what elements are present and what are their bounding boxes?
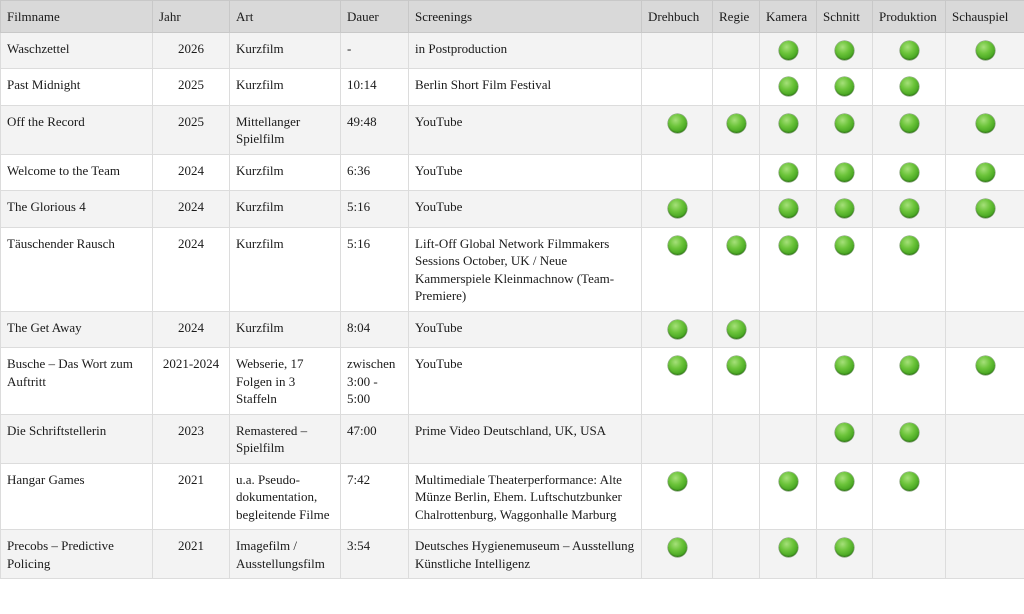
cell-art: Kurzfilm — [230, 32, 341, 69]
cell-schnitt — [817, 105, 873, 154]
cell-screenings: Lift-Off Global Network Filmmakers Sessions October, UK / Neue Kammerspiele Kleinmachnow (Team-Premiere) — [409, 227, 642, 311]
table-row — [1, 105, 1024, 154]
cell-kamera — [760, 105, 817, 154]
cell-schauspiel — [946, 32, 1024, 69]
cell-filmname: The Glorious 4 — [1, 191, 153, 228]
cell-produktion — [873, 227, 946, 311]
cell-produktion — [873, 191, 946, 228]
cell-drehbuch — [642, 530, 713, 579]
green-circle-icon — [900, 41, 919, 60]
cell-kamera — [760, 227, 817, 311]
cell-dauer: 8:04 — [341, 311, 409, 348]
table-row — [1, 311, 1024, 348]
cell-schauspiel — [946, 154, 1024, 191]
cell-drehbuch — [642, 154, 713, 191]
green-circle-icon — [835, 423, 854, 442]
cell-drehbuch — [642, 348, 713, 415]
cell-jahr: 2026 — [153, 32, 230, 69]
green-circle-icon — [900, 77, 919, 96]
cell-schauspiel — [946, 227, 1024, 311]
table-row — [1, 191, 1024, 228]
cell-jahr: 2025 — [153, 69, 230, 106]
cell-art: Kurzfilm — [230, 227, 341, 311]
cell-kamera — [760, 311, 817, 348]
cell-schnitt — [817, 414, 873, 463]
green-circle-icon — [779, 114, 798, 133]
cell-dauer: 5:16 — [341, 227, 409, 311]
green-circle-icon — [835, 199, 854, 218]
green-circle-icon — [668, 356, 687, 375]
green-circle-icon — [835, 163, 854, 182]
cell-regie — [713, 348, 760, 415]
cell-schnitt — [817, 348, 873, 415]
cell-regie — [713, 154, 760, 191]
cell-schnitt — [817, 463, 873, 530]
cell-screenings: in Postproduction — [409, 32, 642, 69]
green-circle-icon — [835, 356, 854, 375]
green-circle-icon — [779, 538, 798, 557]
cell-jahr: 2023 — [153, 414, 230, 463]
cell-schnitt — [817, 191, 873, 228]
cell-produktion — [873, 311, 946, 348]
cell-filmname: Off the Record — [1, 105, 153, 154]
green-circle-icon — [900, 163, 919, 182]
cell-produktion — [873, 32, 946, 69]
green-circle-icon — [727, 320, 746, 339]
cell-kamera — [760, 69, 817, 106]
cell-regie — [713, 191, 760, 228]
col-header-jahr: Jahr — [153, 1, 230, 33]
cell-screenings: YouTube — [409, 154, 642, 191]
green-circle-icon — [668, 538, 687, 557]
cell-schauspiel — [946, 414, 1024, 463]
table-row — [1, 348, 1024, 415]
cell-jahr: 2021-2024 — [153, 348, 230, 415]
table-row — [1, 530, 1024, 579]
col-header-filmname: Filmname — [1, 1, 153, 33]
green-circle-icon — [900, 236, 919, 255]
cell-kamera — [760, 414, 817, 463]
col-header-dauer: Dauer — [341, 1, 409, 33]
green-circle-icon — [835, 236, 854, 255]
cell-schauspiel — [946, 463, 1024, 530]
cell-art: Webserie, 17 Folgen in 3 Staffeln — [230, 348, 341, 415]
green-circle-icon — [835, 538, 854, 557]
cell-screenings: Deutsches Hygienemuseum – Ausstellung Künstliche Intelligenz — [409, 530, 642, 579]
cell-jahr: 2024 — [153, 191, 230, 228]
col-header-screenings: Screenings — [409, 1, 642, 33]
cell-screenings: Multimediale Theaterperformance: Alte Münze Berlin, Ehem. Luftschutzbunker Chalrottenburg, Waggonhalle Marburg — [409, 463, 642, 530]
cell-screenings: YouTube — [409, 348, 642, 415]
green-circle-icon — [976, 41, 995, 60]
col-header-produktion: Produktion — [873, 1, 946, 33]
cell-filmname: Waschzettel — [1, 32, 153, 69]
green-circle-icon — [779, 41, 798, 60]
cell-screenings: YouTube — [409, 191, 642, 228]
cell-produktion — [873, 348, 946, 415]
col-header-drehbuch: Drehbuch — [642, 1, 713, 33]
cell-schauspiel — [946, 311, 1024, 348]
col-header-kamera: Kamera — [760, 1, 817, 33]
green-circle-icon — [835, 114, 854, 133]
table-row — [1, 463, 1024, 530]
cell-kamera — [760, 348, 817, 415]
green-circle-icon — [668, 114, 687, 133]
cell-art: Kurzfilm — [230, 311, 341, 348]
cell-art: Kurzfilm — [230, 191, 341, 228]
cell-schnitt — [817, 530, 873, 579]
cell-regie — [713, 227, 760, 311]
cell-kamera — [760, 191, 817, 228]
green-circle-icon — [779, 163, 798, 182]
cell-regie — [713, 32, 760, 69]
green-circle-icon — [835, 41, 854, 60]
cell-drehbuch — [642, 191, 713, 228]
green-circle-icon — [900, 199, 919, 218]
green-circle-icon — [976, 163, 995, 182]
cell-filmname: Precobs – Predictive Policing — [1, 530, 153, 579]
green-circle-icon — [900, 472, 919, 491]
cell-screenings: Prime Video Deutschland, UK, USA — [409, 414, 642, 463]
cell-screenings: YouTube — [409, 311, 642, 348]
cell-regie — [713, 105, 760, 154]
cell-dauer: 3:54 — [341, 530, 409, 579]
cell-drehbuch — [642, 105, 713, 154]
cell-produktion — [873, 414, 946, 463]
cell-dauer: 6:36 — [341, 154, 409, 191]
cell-kamera — [760, 463, 817, 530]
cell-dauer: 7:42 — [341, 463, 409, 530]
cell-produktion — [873, 69, 946, 106]
cell-produktion — [873, 463, 946, 530]
green-circle-icon — [668, 472, 687, 491]
green-circle-icon — [900, 423, 919, 442]
green-circle-icon — [976, 199, 995, 218]
green-circle-icon — [779, 236, 798, 255]
green-circle-icon — [976, 356, 995, 375]
cell-filmname: Hangar Games — [1, 463, 153, 530]
green-circle-icon — [668, 199, 687, 218]
cell-jahr: 2025 — [153, 105, 230, 154]
cell-kamera — [760, 154, 817, 191]
table-row — [1, 154, 1024, 191]
cell-schauspiel — [946, 348, 1024, 415]
cell-regie — [713, 530, 760, 579]
cell-jahr: 2024 — [153, 311, 230, 348]
header-row — [1, 1, 1024, 33]
cell-schnitt — [817, 227, 873, 311]
cell-schauspiel — [946, 530, 1024, 579]
cell-filmname: Busche – Das Wort zum Auftritt — [1, 348, 153, 415]
col-header-regie: Regie — [713, 1, 760, 33]
green-circle-icon — [779, 199, 798, 218]
cell-jahr: 2024 — [153, 154, 230, 191]
green-circle-icon — [900, 114, 919, 133]
table-body — [1, 32, 1024, 579]
cell-dauer: zwischen 3:00 - 5:00 — [341, 348, 409, 415]
cell-kamera — [760, 530, 817, 579]
col-header-schauspiel: Schauspiel — [946, 1, 1024, 33]
cell-schauspiel — [946, 191, 1024, 228]
cell-drehbuch — [642, 69, 713, 106]
green-circle-icon — [976, 114, 995, 133]
cell-filmname: The Get Away — [1, 311, 153, 348]
cell-kamera — [760, 32, 817, 69]
green-circle-icon — [727, 356, 746, 375]
green-circle-icon — [779, 472, 798, 491]
col-header-art: Art — [230, 1, 341, 33]
cell-drehbuch — [642, 463, 713, 530]
cell-art: Kurzfilm — [230, 154, 341, 191]
cell-dauer: 10:14 — [341, 69, 409, 106]
cell-produktion — [873, 530, 946, 579]
cell-produktion — [873, 154, 946, 191]
table-row — [1, 69, 1024, 106]
cell-jahr: 2021 — [153, 530, 230, 579]
cell-filmname: Täuschender Rausch — [1, 227, 153, 311]
cell-schnitt — [817, 69, 873, 106]
cell-art: Imagefilm / Ausstellungsfilm — [230, 530, 341, 579]
cell-dauer: 49:48 — [341, 105, 409, 154]
cell-dauer: - — [341, 32, 409, 69]
cell-screenings: Berlin Short Film Festival — [409, 69, 642, 106]
green-circle-icon — [727, 114, 746, 133]
table-row — [1, 32, 1024, 69]
green-circle-icon — [900, 356, 919, 375]
cell-schnitt — [817, 32, 873, 69]
cell-art: Kurzfilm — [230, 69, 341, 106]
cell-art: Mittellanger Spielfilm — [230, 105, 341, 154]
cell-art: Remastered – Spielfilm — [230, 414, 341, 463]
cell-filmname: Past Midnight — [1, 69, 153, 106]
cell-dauer: 5:16 — [341, 191, 409, 228]
cell-schnitt — [817, 154, 873, 191]
cell-regie — [713, 414, 760, 463]
cell-filmname: Welcome to the Team — [1, 154, 153, 191]
cell-regie — [713, 311, 760, 348]
cell-art: u.a. Pseudo-dokumentation, begleitende Filme — [230, 463, 341, 530]
cell-schnitt — [817, 311, 873, 348]
table-row — [1, 227, 1024, 311]
col-header-schnitt: Schnitt — [817, 1, 873, 33]
green-circle-icon — [835, 77, 854, 96]
cell-jahr: 2021 — [153, 463, 230, 530]
green-circle-icon — [835, 472, 854, 491]
cell-jahr: 2024 — [153, 227, 230, 311]
cell-drehbuch — [642, 414, 713, 463]
cell-screenings: YouTube — [409, 105, 642, 154]
green-circle-icon — [668, 236, 687, 255]
cell-drehbuch — [642, 227, 713, 311]
green-circle-icon — [779, 77, 798, 96]
cell-schauspiel — [946, 105, 1024, 154]
cell-drehbuch — [642, 32, 713, 69]
cell-regie — [713, 463, 760, 530]
cell-dauer: 47:00 — [341, 414, 409, 463]
cell-produktion — [873, 105, 946, 154]
green-circle-icon — [727, 236, 746, 255]
cell-drehbuch — [642, 311, 713, 348]
cell-schauspiel — [946, 69, 1024, 106]
cell-filmname: Die Schriftstellerin — [1, 414, 153, 463]
cell-regie — [713, 69, 760, 106]
table-row — [1, 414, 1024, 463]
green-circle-icon — [668, 320, 687, 339]
